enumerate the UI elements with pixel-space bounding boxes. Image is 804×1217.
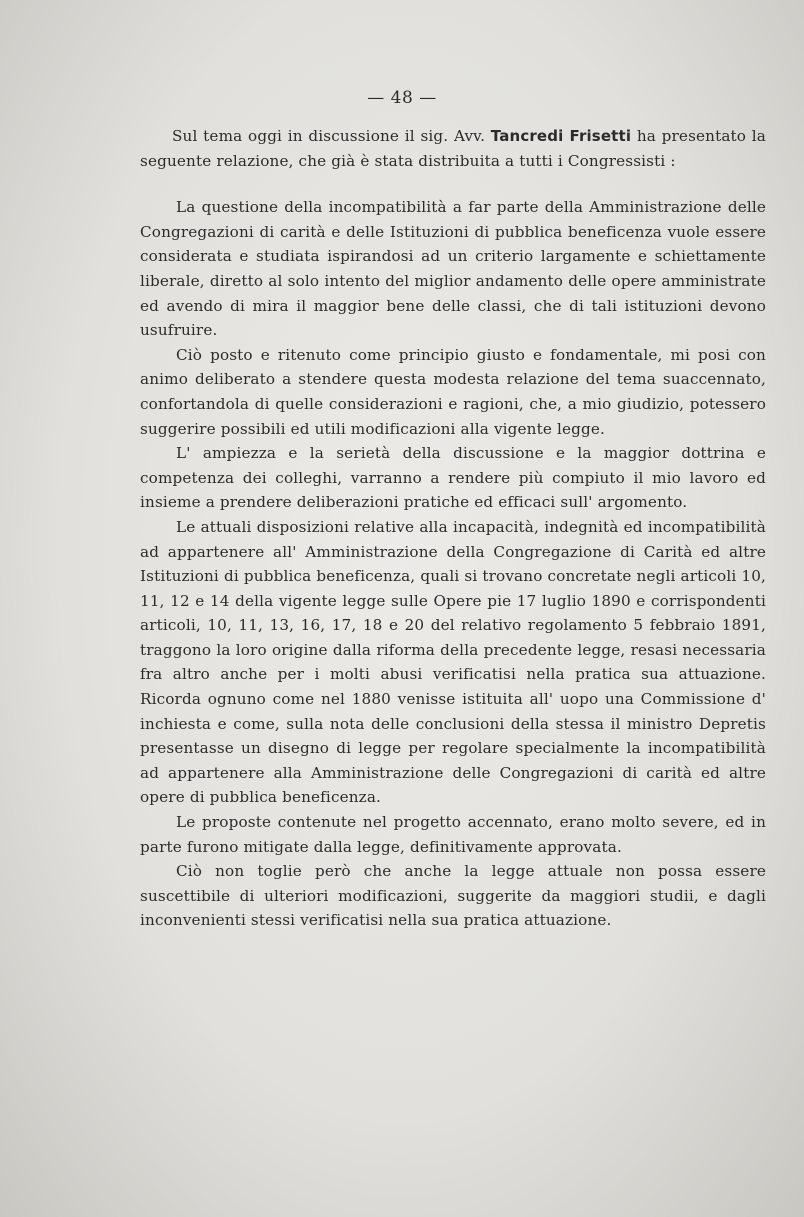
paragraph-6: Ciò non toglie però che anche la legge attuale non possa essere suscettibile di ulteriori modificazioni, suggerite da maggiori studii, e dagli inconvenienti stessi verificatisi nella sua pratica attuazione. [140,862,766,930]
paragraph-4: Le attuali disposizioni relative alla incapacità, indegnità ed incompatibilità ad appartenere all' Amministrazione della Congregazione di Carità ed altre Istituzioni di pubblica beneficenza, quali si trovano concretate negli articoli 10, 11, 12 e 14 della vigente legge sulle Opere pie 17 luglio 1890 e corrispondenti articoli, 10, 11, 13, 16, 17, 18 e 20 del relativo regolamento 5 febbraio 1891, traggono la loro origine dalla riforma della precedente legge, resasi necessaria fra altro anche per i molti abusi verificatisi nella pratica sua attuazione. Ricorda ognuno come nel 1880 venisse istituita all' uopo una Commissione d' inchiesta e come, sulla nota delle conclusioni della stessa il ministro Depretis presentasse un disegno di legge per regolare specialmente la incompatibilità ad appartenere alla Amministrazione delle Congregazioni di carità ed altre opere di pubblica beneficenza. [140,517,766,807]
intro-text-before: Sul tema oggi in discussione il sig. Avv. [172,127,491,145]
intro-text-after: ha presentato la seguente relazione, che già è stata distribuita a tutti i Congressisti : [140,127,766,170]
intro-paragraph [140,124,766,173]
body-text [140,124,766,933]
page-number: — 48 — [367,88,437,108]
paragraph-1: La questione della incompatibilità a far parte della Amministrazione delle Congregazioni di carità e delle Istituzioni di pubblica beneficenza vuole essere considerata e studiata ispirandosi ad un criterio largamente e schiettamente liberale, diretto al solo intento del miglior andamento delle opere amministrate ed avendo di mira il maggior bene delle classi, che di tali istituzioni devono usufruire. [140,198,766,340]
paragraph-5: Le proposte contenute nel progetto accennato, erano molto severe, ed in parte furono mitigate dalla legge, definitivamente approvata. [140,813,766,856]
paragraph-3: L' ampiezza e la serietà della discussione e la maggior dottrina e competenza dei colleghi, varranno a rendere più compiuto il mio lavoro ed insieme a prendere deliberazioni pratiche ed efficaci sull' argomento. [140,444,766,512]
paragraph-2: Ciò posto e ritenuto come principio giusto e fondamentale, mi posi con animo deliberato a stendere questa modesta relazione del tema suaccennato, confortandola di quelle considerazioni e ragioni, che, a mio giudizio, potessero suggerire possibili ed utili modificazioni alla vigente legge. [140,345,766,438]
speaker-name: Tancredi Frisetti [490,127,632,145]
